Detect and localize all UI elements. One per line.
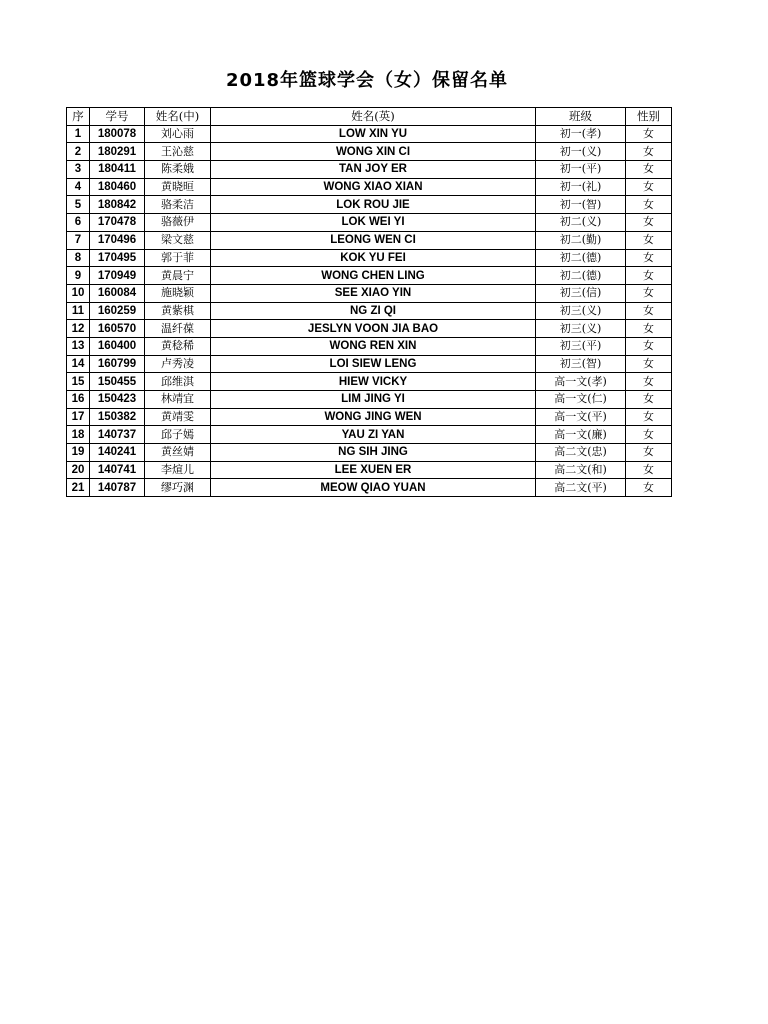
cell-name-zh: 骆柔洁 [145,196,211,214]
cell-seq: 3 [67,161,90,179]
cell-name-zh: 郭于菲 [145,249,211,267]
cell-name-en: WONG XIAO XIAN [211,178,536,196]
cell-seq: 2 [67,143,90,161]
cell-student-id: 150455 [90,373,145,391]
cell-gender: 女 [626,125,672,143]
cell-student-id: 170478 [90,214,145,232]
table-row [67,391,672,409]
cell-student-id: 180291 [90,143,145,161]
table-row [67,214,672,232]
header-class: 班级 [536,108,626,126]
cell-seq: 4 [67,178,90,196]
cell-student-id: 160400 [90,337,145,355]
cell-name-zh: 刘心雨 [145,125,211,143]
table-row [67,444,672,462]
cell-name-en: LOK WEI YI [211,214,536,232]
cell-gender: 女 [626,408,672,426]
cell-class: 初三(义) [536,302,626,320]
cell-name-zh: 缪巧渊 [145,479,211,497]
cell-gender: 女 [626,231,672,249]
table-row [67,125,672,143]
page-title: 2018年篮球学会（女）保留名单 [225,70,509,91]
cell-student-id: 180460 [90,178,145,196]
cell-name-en: KOK YU FEI [211,249,536,267]
cell-class: 高一文(平) [536,408,626,426]
cell-student-id: 150382 [90,408,145,426]
cell-class: 初二(勤) [536,231,626,249]
roster-table [66,107,672,497]
cell-name-en: JESLYN VOON JIA BAO [211,320,536,338]
cell-seq: 12 [67,320,90,338]
table-row [67,461,672,479]
table-row [67,320,672,338]
cell-seq: 16 [67,391,90,409]
cell-name-en: WONG XIN CI [211,143,536,161]
cell-name-en: NG ZI QI [211,302,536,320]
cell-gender: 女 [626,355,672,373]
cell-gender: 女 [626,178,672,196]
cell-name-zh: 黄紫棋 [145,302,211,320]
cell-name-zh: 陈柔娥 [145,161,211,179]
cell-student-id: 170949 [90,267,145,285]
cell-name-zh: 骆薇伊 [145,214,211,232]
cell-gender: 女 [626,337,672,355]
cell-gender: 女 [626,214,672,232]
cell-seq: 20 [67,461,90,479]
cell-class: 初二(德) [536,267,626,285]
cell-student-id: 170495 [90,249,145,267]
cell-name-zh: 邱维淇 [145,373,211,391]
cell-name-en: TAN JOY ER [211,161,536,179]
cell-student-id: 160084 [90,284,145,302]
cell-gender: 女 [626,302,672,320]
cell-class: 高一文(廉) [536,426,626,444]
cell-seq: 15 [67,373,90,391]
table-row [67,178,672,196]
header-id: 学号 [90,108,145,126]
cell-name-en: LOI SIEW LENG [211,355,536,373]
cell-student-id: 150423 [90,391,145,409]
cell-gender: 女 [626,267,672,285]
cell-student-id: 160259 [90,302,145,320]
cell-class: 高一文(孝) [536,373,626,391]
cell-seq: 8 [67,249,90,267]
table-header-row [67,108,672,126]
table-row [67,373,672,391]
cell-name-zh: 林靖宜 [145,391,211,409]
table-row [67,302,672,320]
cell-seq: 9 [67,267,90,285]
cell-class: 初三(信) [536,284,626,302]
cell-seq: 19 [67,444,90,462]
cell-student-id: 140787 [90,479,145,497]
cell-student-id: 180842 [90,196,145,214]
cell-name-en: WONG JING WEN [211,408,536,426]
cell-student-id: 160570 [90,320,145,338]
cell-name-zh: 施晓颖 [145,284,211,302]
cell-gender: 女 [626,249,672,267]
cell-name-zh: 温纤葆 [145,320,211,338]
cell-gender: 女 [626,479,672,497]
cell-class: 初一(义) [536,143,626,161]
cell-class: 高一文(仁) [536,391,626,409]
cell-name-zh: 梁文慈 [145,231,211,249]
header-seq: 序 [67,108,90,126]
cell-seq: 21 [67,479,90,497]
cell-name-zh: 邱子嫣 [145,426,211,444]
table-row [67,479,672,497]
cell-gender: 女 [626,373,672,391]
cell-class: 高二文(忠) [536,444,626,462]
cell-student-id: 180078 [90,125,145,143]
cell-seq: 7 [67,231,90,249]
cell-class: 初三(平) [536,337,626,355]
cell-gender: 女 [626,426,672,444]
cell-student-id: 140241 [90,444,145,462]
cell-seq: 18 [67,426,90,444]
cell-name-zh: 黄稔稀 [145,337,211,355]
cell-name-zh: 李煊儿 [145,461,211,479]
cell-gender: 女 [626,320,672,338]
table-row [67,196,672,214]
cell-seq: 5 [67,196,90,214]
cell-seq: 1 [67,125,90,143]
table-row [67,426,672,444]
table-row [67,355,672,373]
table-row [67,267,672,285]
cell-class: 初二(义) [536,214,626,232]
cell-seq: 13 [67,337,90,355]
cell-gender: 女 [626,444,672,462]
cell-name-zh: 卢秀凌 [145,355,211,373]
cell-student-id: 140741 [90,461,145,479]
cell-name-en: YAU ZI YAN [211,426,536,444]
cell-seq: 10 [67,284,90,302]
cell-student-id: 180411 [90,161,145,179]
cell-seq: 14 [67,355,90,373]
cell-gender: 女 [626,143,672,161]
cell-name-zh: 黄丝婧 [145,444,211,462]
cell-gender: 女 [626,284,672,302]
cell-name-zh: 王沁慈 [145,143,211,161]
cell-class: 初三(义) [536,320,626,338]
cell-name-zh: 黄晨宁 [145,267,211,285]
cell-student-id: 160799 [90,355,145,373]
cell-name-en: WONG CHEN LING [211,267,536,285]
cell-class: 初二(德) [536,249,626,267]
cell-name-en: LEONG WEN CI [211,231,536,249]
cell-class: 高二文(和) [536,461,626,479]
cell-class: 初一(孝) [536,125,626,143]
table-body [67,125,672,496]
table-row [67,249,672,267]
table-row [67,161,672,179]
cell-name-en: LOK ROU JIE [211,196,536,214]
cell-student-id: 140737 [90,426,145,444]
cell-name-zh: 黄晓晅 [145,178,211,196]
cell-name-en: MEOW QIAO YUAN [211,479,536,497]
cell-gender: 女 [626,461,672,479]
table-row [67,284,672,302]
cell-name-en: LIM JING YI [211,391,536,409]
cell-seq: 6 [67,214,90,232]
cell-class: 初一(礼) [536,178,626,196]
cell-gender: 女 [626,391,672,409]
table-row [67,337,672,355]
cell-name-zh: 黄靖雯 [145,408,211,426]
cell-class: 初三(智) [536,355,626,373]
header-name-en: 姓名(英) [211,108,536,126]
table-row [67,143,672,161]
cell-seq: 11 [67,302,90,320]
cell-class: 初一(平) [536,161,626,179]
cell-name-en: SEE XIAO YIN [211,284,536,302]
cell-class: 高二文(平) [536,479,626,497]
cell-gender: 女 [626,161,672,179]
cell-name-en: HIEW VICKY [211,373,536,391]
cell-name-en: NG SIH JING [211,444,536,462]
cell-name-en: WONG REN XIN [211,337,536,355]
header-gender: 性别 [626,108,672,126]
cell-gender: 女 [626,196,672,214]
cell-name-en: LEE XUEN ER [211,461,536,479]
cell-student-id: 170496 [90,231,145,249]
cell-seq: 17 [67,408,90,426]
header-name-zh: 姓名(中) [145,108,211,126]
table-row [67,231,672,249]
cell-class: 初一(智) [536,196,626,214]
table-row [67,408,672,426]
cell-name-en: LOW XIN YU [211,125,536,143]
